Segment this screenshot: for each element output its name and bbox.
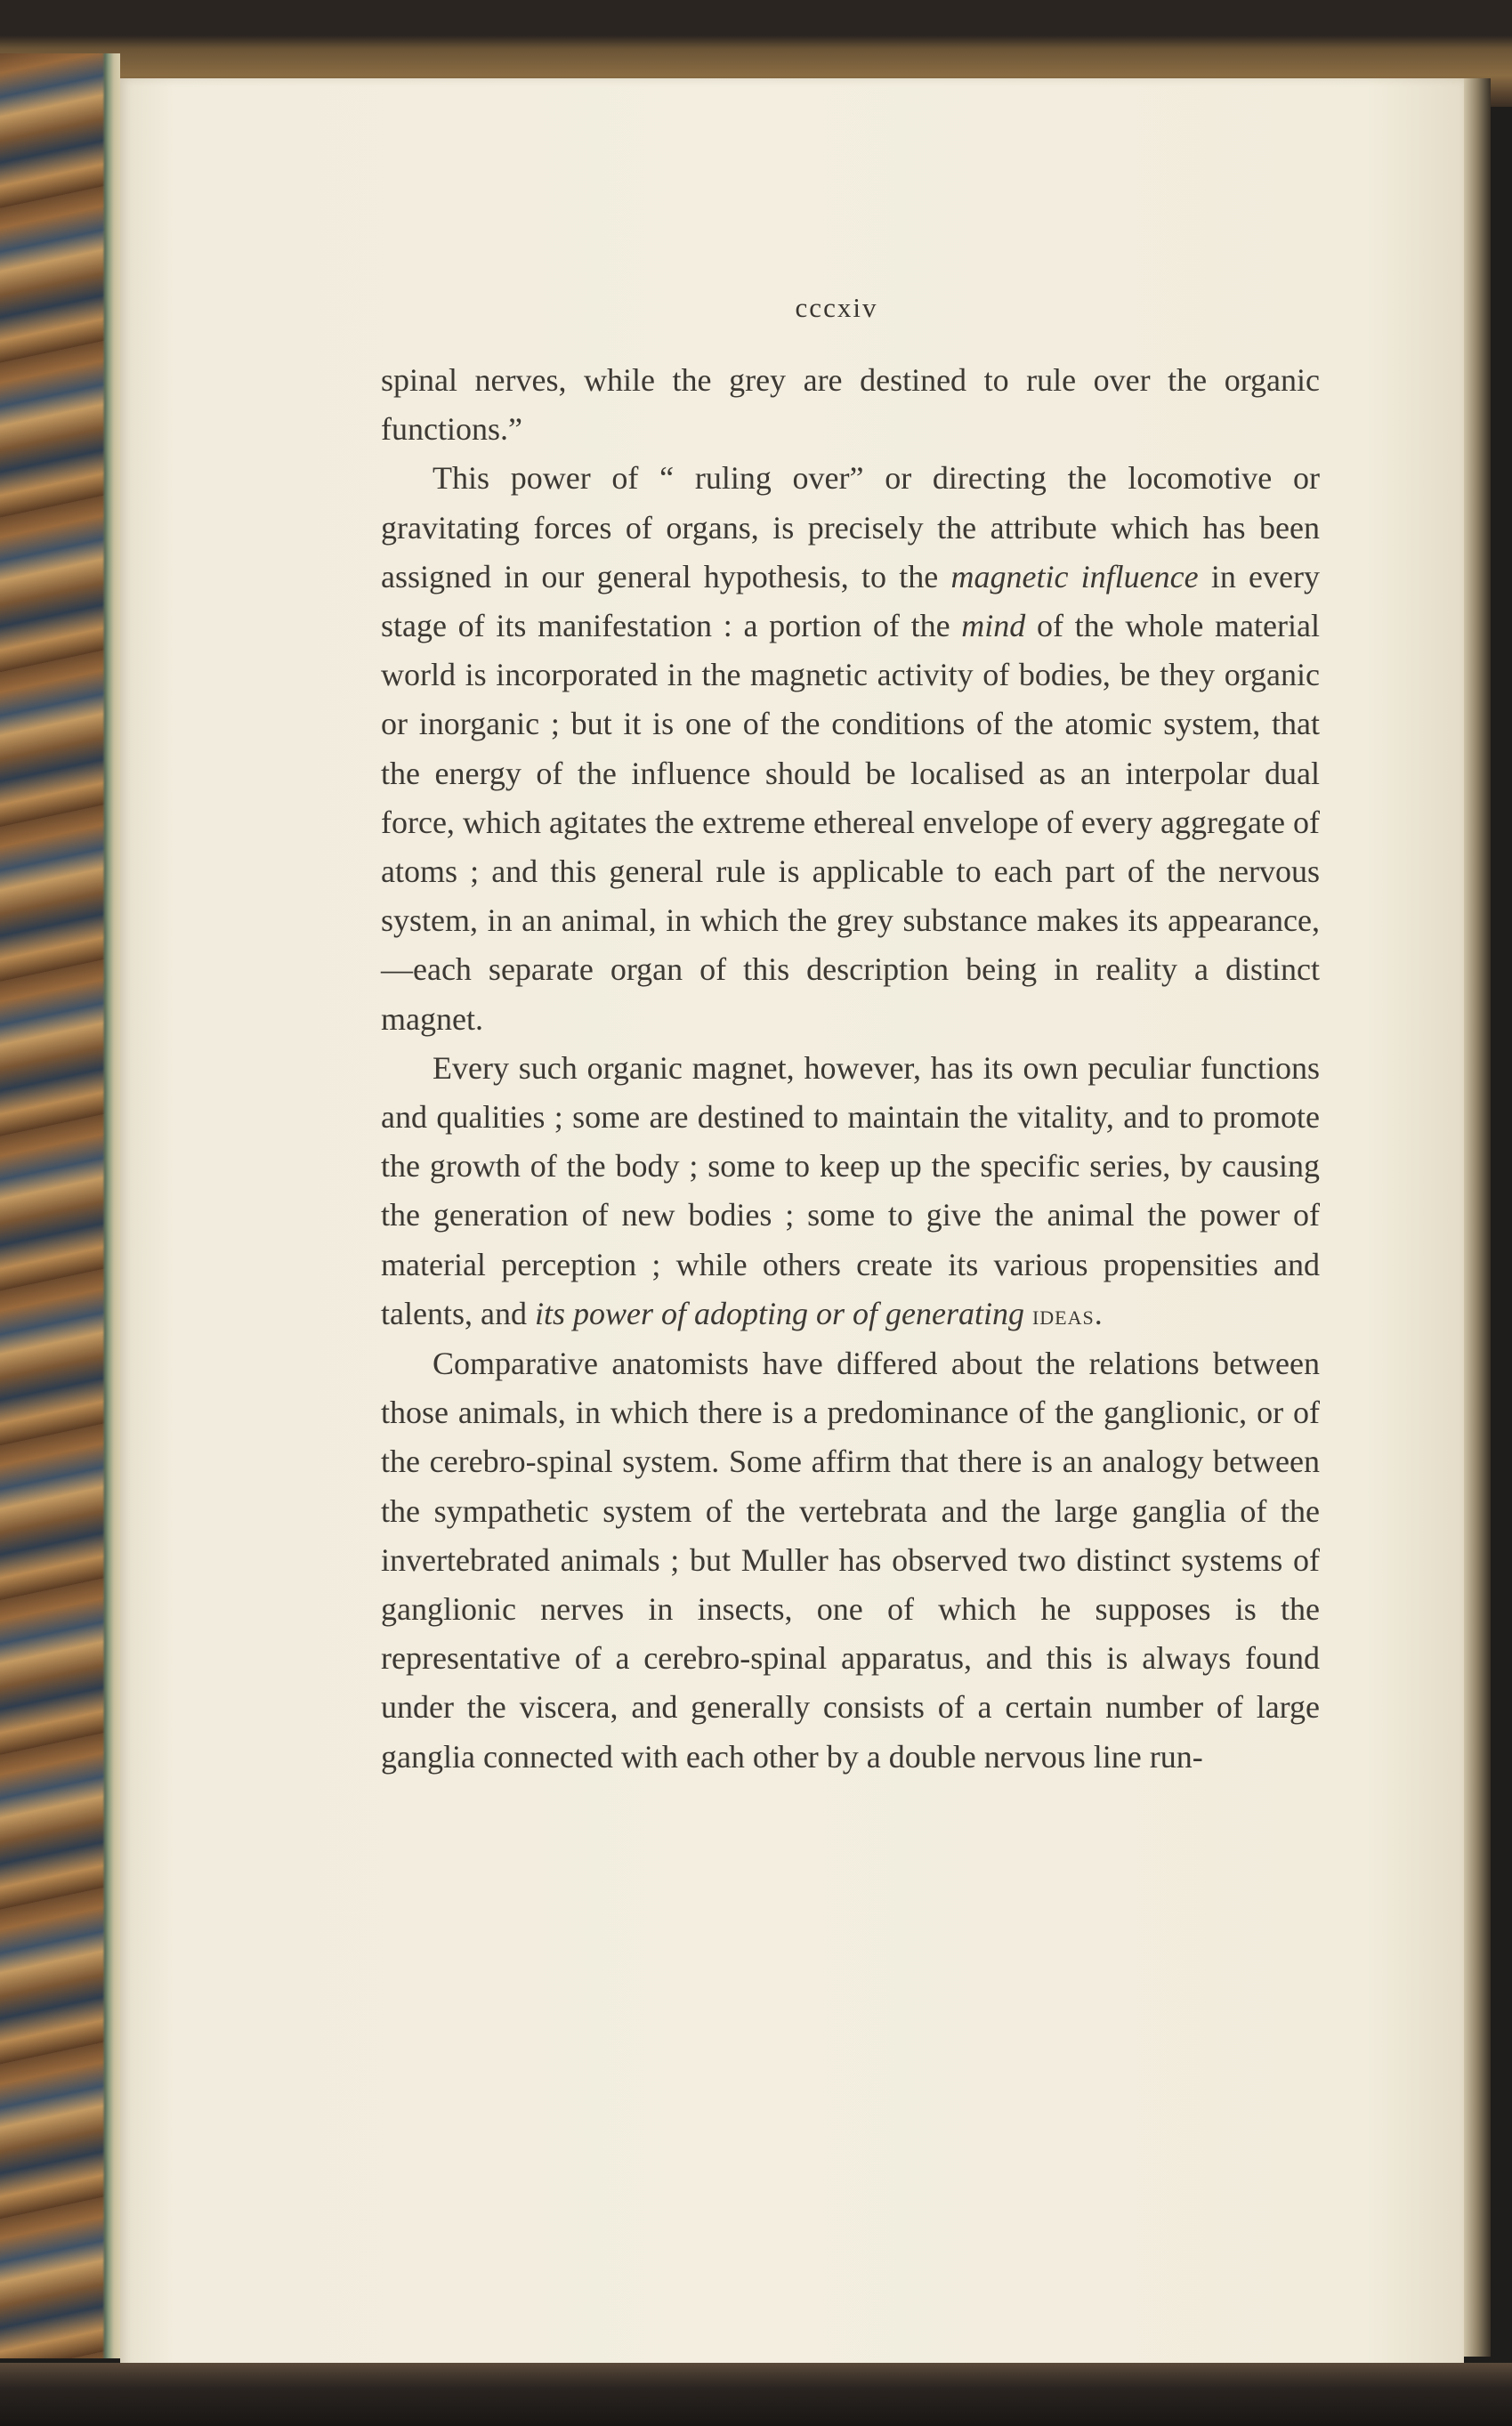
- body-text: [381, 356, 1320, 1782]
- emphasis-mind: mind: [961, 608, 1026, 644]
- paragraph-3: [381, 1044, 1320, 1339]
- page-number: cccxiv: [795, 292, 878, 323]
- book-bottom-band: [0, 2363, 1512, 2426]
- paragraph-2-part-b: in every stage of its manifestation : a portion of the: [381, 558, 1321, 644]
- paragraph-1: spinal nerves, while the grey are destined to rule over the organic functions.”: [381, 362, 1320, 448]
- small-caps-ideas: ideas: [1031, 1298, 1095, 1330]
- paragraph-2: [381, 454, 1320, 1043]
- marbled-page-edges: [0, 53, 120, 2358]
- emphasis-power-of-adopting: its power of adopting or of generating: [534, 1295, 1024, 1331]
- emphasis-magnetic-influence: magnetic influence: [950, 558, 1199, 594]
- paragraph-2-part-a: This power of “ ruling over” or directing the locomotive or gravitating forces of organs, is precisely the attribute which has been assigned in our general hypothesis, to the: [381, 460, 1320, 594]
- paragraph-3-end: .: [1094, 1295, 1103, 1331]
- page-stack-edge: [1464, 78, 1491, 2357]
- paragraph-4: Comparative anatomists have differed about the relations between those animals, in which there is a predominance of the ganglionic, or of the cerebro-spinal system. Some affirm that there is an analogy between the sympathetic system of the vertebrata and the large ganglia of the invertebrated animals ; but Muller has observed two distinct systems of ganglionic nerves in insects, one of which he supposes is the representative of a cerebro-spinal apparatus, and this is always found under the viscera, and generally consists of a certain number of large ganglia connected with each other by a double nervous line run-: [381, 1346, 1320, 1775]
- paragraph-3-part-a: Every such organic magnet, however, has its own peculiar functions and qualities ; some are destined to maintain the vitality, and to promote the growth of the body ; some to keep up the specific series, by causing the generation of new bodies ; some to give the animal the power of material perception ; while others create its various propensities and talents, and: [381, 1049, 1320, 1331]
- paragraph-2-part-c: of the whole material world is incorporated in the magnetic activity of bodies, be they organic or inorganic ; but it is one of the conditions of the atomic system, that the energy of the influence should be localised as an interpolar dual force, which agitates the extreme ethereal envelope of every aggregate of atoms ; and this general rule is applicable to each part of the nervous system, in an animal, in which the grey substance makes its appearance,—each separate organ of this description being in reality a distinct magnet.: [381, 608, 1320, 1037]
